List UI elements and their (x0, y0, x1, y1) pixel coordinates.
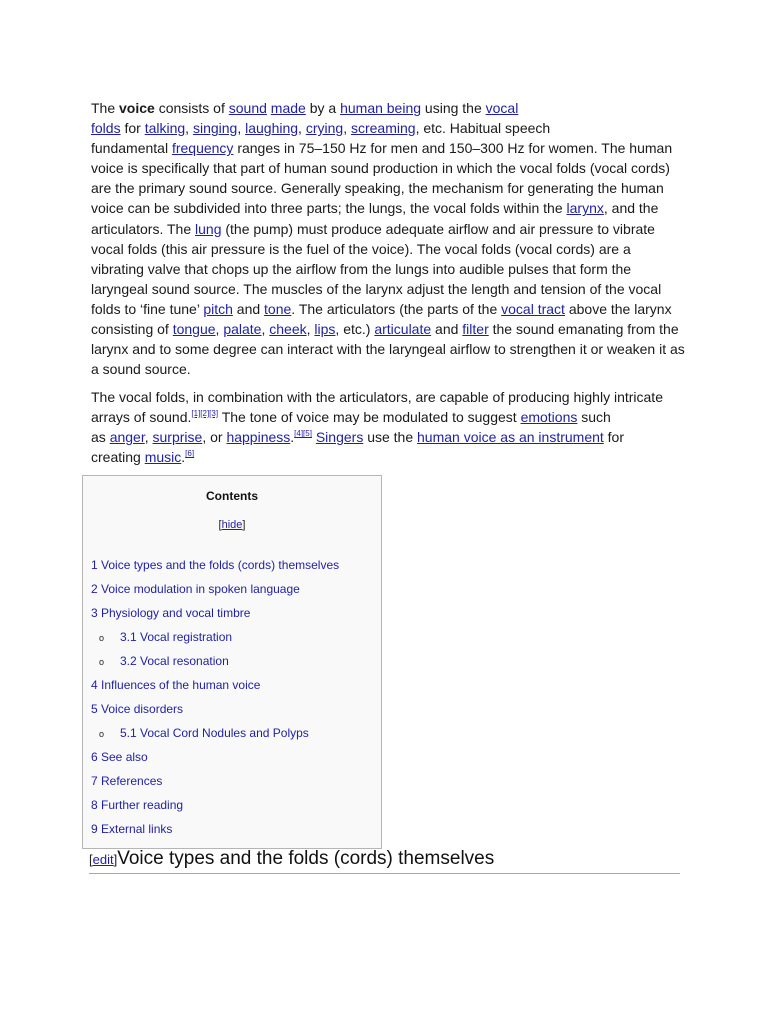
link-crying[interactable]: crying (305, 120, 344, 137)
citation-link[interactable]: [4][5] (294, 429, 312, 439)
text-line: folds to ‘fine tune’ pitch and tone. The articulators (the parts of the vocal tract above the larynx (91, 300, 672, 317)
text-line: fundamental frequency ranges in 75–150 Hz for men and 150–300 Hz for women. The human (91, 140, 673, 157)
link-surprise[interactable]: surprise (152, 429, 203, 446)
toc-subitem[interactable]: 5.1 Vocal Cord Nodules and Polyps (120, 726, 309, 740)
link-emotions[interactable]: emotions (520, 409, 578, 426)
citation-link[interactable]: [1][2][3] (191, 409, 219, 419)
text-line: creating music.[6] (91, 449, 195, 466)
toc-item[interactable]: 2 Voice modulation in spoken language (91, 582, 300, 596)
toc-subitem[interactable]: 3.1 Vocal registration (120, 630, 233, 644)
link-pitch[interactable]: pitch (203, 300, 233, 317)
link-lips[interactable]: lips (314, 321, 336, 338)
text-line: a sound source. (91, 361, 191, 378)
link-frequency[interactable]: frequency (171, 140, 234, 157)
link-vocal-folds-part1[interactable]: vocal (485, 100, 519, 116)
bullet-icon: o (99, 633, 105, 643)
link-articulate[interactable]: articulate (374, 321, 432, 338)
edit-section: [edit] (89, 852, 118, 867)
toc-item[interactable]: 4 Influences of the human voice (91, 678, 261, 692)
bold-term-voice: voice (119, 100, 155, 116)
link-tongue[interactable]: tongue (172, 321, 216, 338)
link-happiness[interactable]: happiness (226, 429, 291, 446)
table-of-contents (82, 475, 382, 849)
link-human-being[interactable]: human being (340, 100, 422, 116)
text-line: vibrating valve that chops up the airflow from the lungs into audible pulses that form the (91, 260, 632, 277)
toc-item[interactable]: 9 External links (91, 822, 173, 836)
text-line: consisting of tongue, palate, cheek, lips, etc.) articulate and filter the sound emanating from the (91, 321, 679, 338)
link-vocal-tract[interactable]: vocal tract (501, 300, 565, 317)
link-anger[interactable]: anger (109, 429, 145, 446)
toc-item[interactable]: 1 Voice types and the folds (cords) themselves (91, 558, 340, 572)
toc-hide-toggle: [hide] (218, 519, 246, 531)
link-lung[interactable]: lung (195, 220, 222, 237)
bullet-icon: o (99, 657, 105, 667)
link-music[interactable]: music (144, 449, 182, 466)
link-laughing[interactable]: laughing (245, 120, 299, 137)
section-heading (89, 848, 680, 874)
section-title: Voice types and the folds (cords) themselves (117, 848, 495, 869)
text-line: voice is specifically that part of human sound production in which the vocal folds (vocal cords) (91, 160, 670, 177)
text-line: articulators. The lung (the pump) must produce adequate airflow and air pressure to vibrate (91, 220, 655, 237)
second-paragraph (91, 387, 681, 467)
link-tone[interactable]: tone (264, 300, 292, 317)
citation-link[interactable]: [6] (185, 449, 195, 459)
link-filter[interactable]: filter (462, 321, 489, 338)
toc-item[interactable]: 5 Voice disorders (91, 702, 184, 716)
link-human-voice-as-instrument[interactable]: human voice as an instrument (417, 429, 604, 446)
toc-item[interactable]: 8 Further reading (91, 798, 184, 812)
link-vocal-folds-part2[interactable]: folds (91, 120, 121, 137)
link-palate[interactable]: palate (223, 321, 262, 338)
text-line: voice can be subdivided into three parts; the lungs, the vocal folds within the larynx, and the (91, 200, 659, 217)
text-line: are the primary sound source. Generally speaking, the mechanism for generating the human (91, 180, 664, 197)
link-singing[interactable]: singing (192, 120, 238, 137)
toc-subitem[interactable]: 3.2 Vocal resonation (120, 654, 229, 668)
toc-title: Contents (206, 489, 258, 503)
bullet-icon: o (99, 729, 105, 739)
intro-paragraph (91, 98, 685, 379)
link-cheek[interactable]: cheek (269, 321, 307, 338)
toc-item[interactable]: 6 See also (91, 750, 148, 764)
toc-item[interactable]: 7 References (91, 774, 163, 788)
text-line: vocal folds (this air pressure is the fuel of the voice). The vocal folds (vocal cords) are a (91, 240, 631, 257)
toc-hide-link[interactable]: hide (221, 519, 243, 531)
text-line: arrays of sound.[1][2][3] The tone of voice may be modulated to suggest emotions such (91, 409, 611, 426)
text-line: as anger, surprise, or happiness.[4][5] Singers use the human voice as an instrument for (91, 429, 625, 446)
link-made[interactable]: made (270, 100, 306, 116)
text-line: laryngeal sound source. The muscles of the larynx adjust the length and tension of the vocal (91, 280, 662, 297)
link-talking[interactable]: talking (144, 120, 186, 137)
toc-item[interactable]: 3 Physiology and vocal timbre (91, 606, 251, 620)
link-singers[interactable]: Singers (315, 429, 364, 446)
link-larynx[interactable]: larynx (566, 200, 604, 217)
link-screaming[interactable]: screaming (350, 120, 416, 137)
text-line: larynx and to some degree can interact with the laryngeal airflow to strengthen it or weaken it as (91, 341, 685, 358)
edit-link[interactable]: edit (92, 852, 114, 867)
link-sound[interactable]: sound (228, 100, 267, 116)
text-line: The voice consists of sound made by a human being using the vocal (91, 100, 519, 116)
text-line: folds for talking, singing, laughing, crying, screaming, etc. Habitual speech (91, 120, 551, 137)
text-line: The vocal folds, in combination with the articulators, are capable of producing highly intricate (91, 389, 663, 405)
